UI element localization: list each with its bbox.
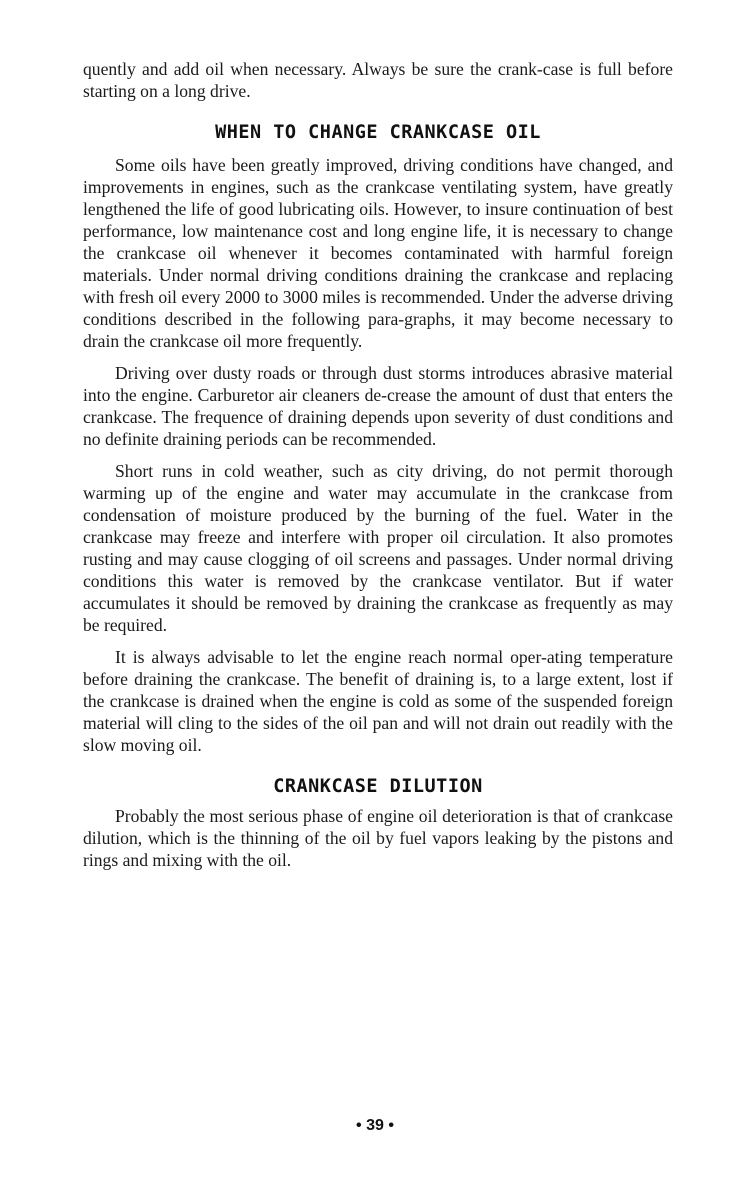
paragraph-operating-temperature: It is always advisable to let the engine reach normal oper-ating temperature before draining the crankcase. The benefit of draining is, to a large extent, lost if the crankcase is drained when the engine is cold as some of the suspended foreign material will cling to the sides of the oil pan and will not drain out readily with the slow moving oil. [83,647,673,755]
section-heading-crankcase-dilution: CRANKCASE DILUTION [273,776,483,797]
paragraph-cold-weather: Short runs in cold weather, such as city driving, do not permit thorough warming up of the engine and water may accumulate in the crankcase from condensation of moisture produced by the burning of the fuel. Water in the crankcase may freeze and interfere with proper oil circulation. It also promotes rusting and may cause clogging of oil screens and passages. Under normal driving conditions this water is removed by the crankcase ventilator. But if water accumulates it should be removed by draining the crankcase as frequently as may be required. [83,461,673,635]
continuation-paragraph: quently and add oil when necessary. Always be sure the crank-case is full before starting on a long drive. [83,59,673,101]
page-body [83,58,673,871]
section-heading-when-to-change: WHEN TO CHANGE CRANKCASE OIL [215,122,541,143]
paragraph-dilution: Probably the most serious phase of engine oil deterioration is that of crankcase dilution, which is the thinning of the oil by fuel vapors leaking by the pistons and rings and mixing with the oil. [83,806,673,870]
page-number: • 39 • [356,1117,394,1134]
paragraph-dusty-roads: Driving over dusty roads or through dust storms introduces abrasive material into the engine. Carburetor air cleaners de-crease the amount of dust that enters the crankcase. The frequence of draining depends upon severity of dust conditions and no definite draining periods can be recommended. [83,363,673,449]
paragraph-improved-oils: Some oils have been greatly improved, driving conditions have changed, and improvements in engines, such as the crankcase ventilating system, have greatly lengthened the life of good lubricating oils. However, to insure continuation of best performance, low maintenance cost and long engine life, it is necessary to change the crankcase oil whenever it becomes contaminated with harmful foreign materials. Under normal driving conditions draining the crankcase and replacing with fresh oil every 2000 to 3000 miles is recommended. Under the adverse driving conditions described in the following para-graphs, it may become necessary to drain the crankcase oil more frequently. [83,155,673,351]
